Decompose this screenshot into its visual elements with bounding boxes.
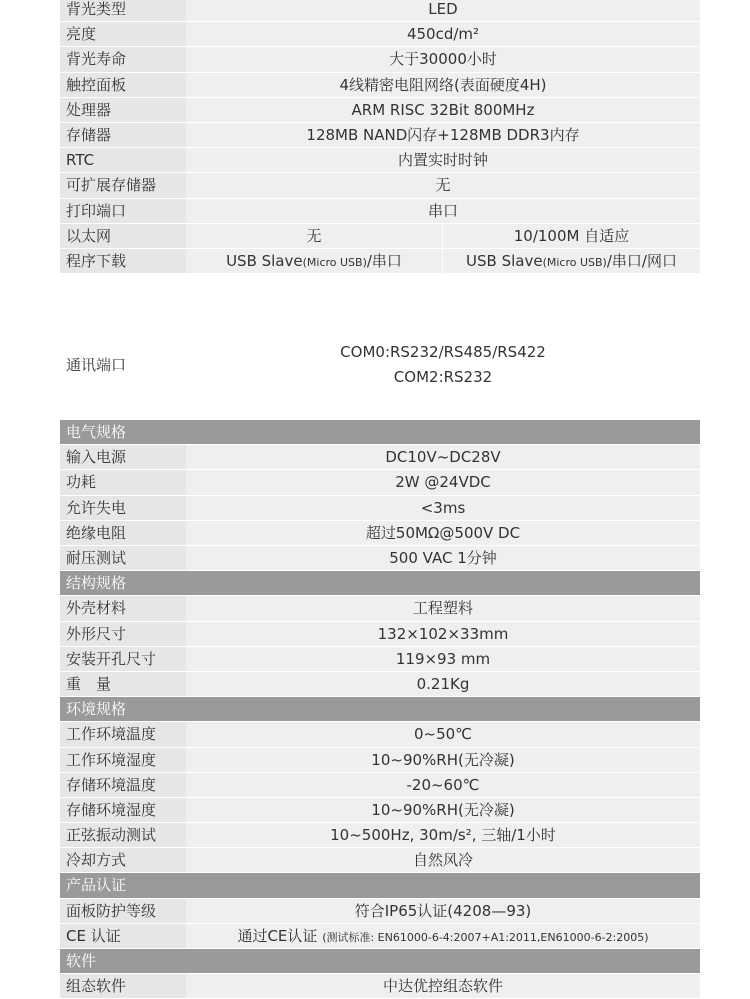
spec-label: 工作环境湿度	[60, 748, 186, 772]
spec-label: CE 认证	[60, 924, 186, 948]
spec-label: 处理器	[60, 98, 186, 122]
port-text: /串口	[366, 251, 402, 270]
section-header-electrical: 电气规格	[60, 420, 700, 445]
spec-label: 外形尺寸	[60, 622, 186, 646]
spec-row-ce	[60, 924, 700, 949]
spec-row-program-download	[60, 249, 700, 274]
spec-label: 存储器	[60, 123, 186, 147]
spec-label: 冷却方式	[60, 848, 186, 872]
spec-label: 触控面板	[60, 73, 186, 97]
spec-value: 10~90%RH(无冷凝)	[186, 748, 700, 772]
spec-value: 10~90%RH(无冷凝)	[186, 798, 700, 822]
spec-row-input-power	[60, 445, 700, 470]
spec-label: 允许失电	[60, 496, 186, 520]
spec-row-power-loss	[60, 496, 700, 521]
comm-line-2: COM2:RS232	[393, 367, 493, 386]
spec-value: 大于30000小时	[186, 47, 700, 71]
spec-row-rtc	[60, 148, 700, 173]
spec-value: 内置实时时钟	[186, 148, 700, 172]
spec-label: 绝缘电阻	[60, 521, 186, 545]
spec-row-memory	[60, 123, 700, 148]
spec-value: 128MB NAND闪存+128MB DDR3内存	[186, 123, 700, 147]
spec-value: 10~500Hz, 30m/s², 三轴/1小时	[186, 823, 700, 847]
spec-value: 串口	[186, 199, 700, 223]
spec-row-storage-temp	[60, 773, 700, 798]
spec-row-operating-humidity	[60, 748, 700, 773]
spec-value	[186, 310, 700, 419]
spec-value-model-b: 10/100M 自适应	[443, 224, 700, 248]
spec-value: -20~60℃	[186, 773, 700, 797]
spec-value: 500 VAC 1分钟	[186, 546, 700, 570]
comm-line-1: COM0:RS232/RS485/RS422	[340, 342, 546, 361]
spec-value-model-a: 无	[186, 224, 442, 248]
spec-value: LED	[186, 0, 700, 21]
ce-main-text: 通过CE认证	[237, 926, 318, 945]
spec-value: 2W @24VDC	[186, 470, 700, 494]
spec-value: 符合IP65认证(4208—93)	[186, 899, 700, 923]
section-header-software: 软件	[60, 949, 700, 974]
spec-label: 打印端口	[60, 199, 186, 223]
spec-row-ethernet	[60, 224, 700, 249]
spec-label: 面板防护等级	[60, 899, 186, 923]
spec-row-expandable-storage	[60, 173, 700, 198]
section-header-certification: 产品认证	[60, 873, 700, 898]
spec-row-config-software	[60, 974, 700, 999]
spec-value-model-b	[443, 249, 700, 273]
spec-row-operating-temp	[60, 722, 700, 747]
spec-row-cutout	[60, 647, 700, 672]
micro-usb-note: (Micro USB)	[302, 255, 367, 269]
spec-label: 通讯端口	[60, 310, 186, 419]
spec-row-vibration	[60, 823, 700, 848]
spec-label: 程序下载	[60, 249, 186, 273]
spec-row-touch-panel	[60, 73, 700, 98]
spec-row-brightness	[60, 22, 700, 47]
spec-value: DC10V~DC28V	[186, 445, 700, 469]
spec-value-model-a	[186, 249, 442, 273]
spec-value: 0.21Kg	[186, 672, 700, 696]
spec-value: 超过50MΩ@500V DC	[186, 521, 700, 545]
spec-label: 外壳材料	[60, 596, 186, 620]
spec-row-weight	[60, 672, 700, 697]
spec-table	[60, 0, 700, 999]
spec-value	[186, 924, 700, 948]
spec-row-backlight-type	[60, 0, 700, 22]
spec-row-power-consumption	[60, 470, 700, 495]
spec-label: 安装开孔尺寸	[60, 647, 186, 671]
spec-label: 工作环境温度	[60, 722, 186, 746]
spec-label: 可扩展存储器	[60, 173, 186, 197]
spec-value: 450cd/m²	[186, 22, 700, 46]
spec-value: 119×93 mm	[186, 647, 700, 671]
spec-label: 存储环境温度	[60, 773, 186, 797]
spec-label: 耐压测试	[60, 546, 186, 570]
port-text: /串口/网口	[606, 251, 677, 270]
spec-row-insulation	[60, 521, 700, 546]
spec-row-voltage-test	[60, 546, 700, 571]
spec-row-print-port	[60, 199, 700, 224]
spec-value: <3ms	[186, 496, 700, 520]
spec-label: 功耗	[60, 470, 186, 494]
spec-label: 重 量	[60, 672, 186, 696]
micro-usb-note: (Micro USB)	[542, 255, 607, 269]
spacer	[60, 274, 700, 310]
spec-label: 背光类型	[60, 0, 186, 21]
spec-label: 背光寿命	[60, 47, 186, 71]
section-header-environment: 环境规格	[60, 697, 700, 722]
spec-label: 亮度	[60, 22, 186, 46]
spec-row-processor	[60, 98, 700, 123]
spec-row-storage-humidity	[60, 798, 700, 823]
usb-slave-text: USB Slave	[466, 251, 543, 270]
spec-value: 4线精密电阻网络(表面硬度4H)	[186, 73, 700, 97]
spec-row-backlight-life	[60, 47, 700, 72]
spec-row-comm-port	[60, 310, 700, 420]
spec-value: 132×102×33mm	[186, 622, 700, 646]
usb-slave-text: USB Slave	[226, 251, 303, 270]
spec-label: 正弦振动测试	[60, 823, 186, 847]
spec-row-cooling	[60, 848, 700, 873]
ce-standard-note: (测试标准: EN61000-6-4:2007+A1:2011,EN61000-6-2:2005)	[322, 930, 649, 944]
spec-value: 无	[186, 173, 700, 197]
spec-row-dimensions	[60, 622, 700, 647]
spec-label: 输入电源	[60, 445, 186, 469]
spec-row-housing	[60, 596, 700, 621]
spec-label: RTC	[60, 148, 186, 172]
spec-row-ip-rating	[60, 899, 700, 924]
spec-value: ARM RISC 32Bit 800MHz	[186, 98, 700, 122]
spec-value: 中达优控组态软件	[186, 974, 700, 998]
spec-label: 存储环境湿度	[60, 798, 186, 822]
section-header-structure: 结构规格	[60, 571, 700, 596]
spec-value: 工程塑料	[186, 596, 700, 620]
spec-value: 自然风冷	[186, 848, 700, 872]
spec-label: 组态软件	[60, 974, 186, 998]
spec-value: 0~50℃	[186, 722, 700, 746]
spec-label: 以太网	[60, 224, 186, 248]
